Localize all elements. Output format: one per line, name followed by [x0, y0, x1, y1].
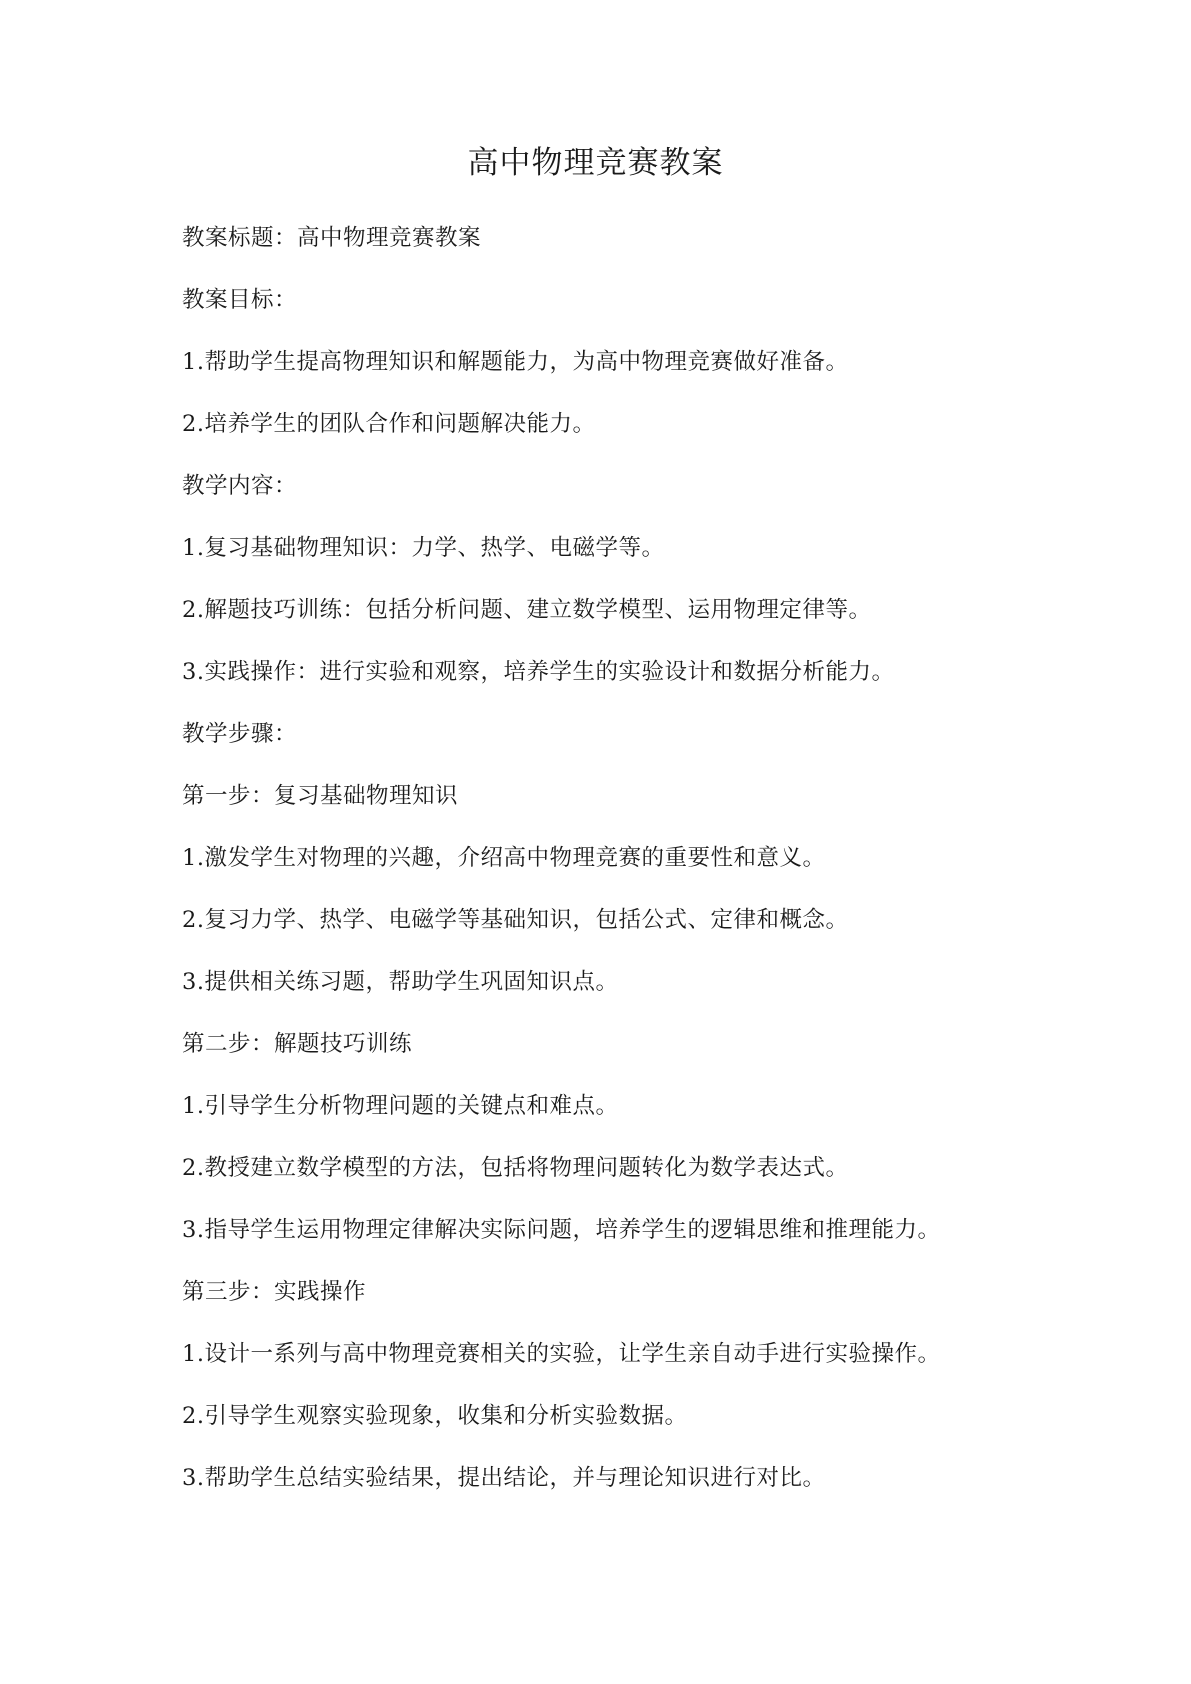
objective-item: 2.培养学生的团队合作和问题解决能力。 — [182, 411, 596, 437]
heading-content: 教学内容： — [182, 473, 298, 499]
step-heading-1: 第一步：复习基础物理知识 — [182, 783, 459, 809]
step-heading-3: 第三步：实践操作 — [182, 1279, 367, 1305]
document-body — [182, 218, 1062, 1520]
step-item: 3.指导学生运用物理定律解决实际问题，培养学生的逻辑思维和推理能力。 — [182, 1217, 941, 1243]
step-item: 1.激发学生对物理的兴趣，介绍高中物理竞赛的重要性和意义。 — [182, 845, 826, 871]
document-title: 高中物理竞赛教案 — [467, 145, 724, 181]
step-item: 2.引导学生观察实验现象，收集和分析实验数据。 — [182, 1403, 688, 1429]
content-item: 1.复习基础物理知识：力学、热学、电磁学等。 — [182, 535, 665, 561]
heading-objectives: 教案目标： — [182, 287, 298, 313]
step-item: 3.提供相关练习题，帮助学生巩固知识点。 — [182, 969, 619, 995]
content-item: 3.实践操作：进行实验和观察，培养学生的实验设计和数据分析能力。 — [182, 659, 895, 685]
step-item: 2.教授建立数学模型的方法，包括将物理问题转化为数学表达式。 — [182, 1155, 849, 1181]
objective-item: 1.帮助学生提高物理知识和解题能力，为高中物理竞赛做好准备。 — [182, 349, 849, 375]
step-item: 2.复习力学、热学、电磁学等基础知识，包括公式、定律和概念。 — [182, 907, 849, 933]
step-heading-2: 第二步：解题技巧训练 — [182, 1031, 413, 1057]
heading-steps: 教学步骤： — [182, 721, 298, 747]
content-item: 2.解题技巧训练：包括分析问题、建立数学模型、运用物理定律等。 — [182, 597, 872, 623]
step-item: 1.引导学生分析物理问题的关键点和难点。 — [182, 1093, 619, 1119]
step-item: 3.帮助学生总结实验结果，提出结论，并与理论知识进行对比。 — [182, 1465, 826, 1491]
step-item: 1.设计一系列与高中物理竞赛相关的实验，让学生亲自动手进行实验操作。 — [182, 1341, 941, 1367]
paragraph-lesson-title: 教案标题：高中物理竞赛教案 — [182, 225, 482, 251]
